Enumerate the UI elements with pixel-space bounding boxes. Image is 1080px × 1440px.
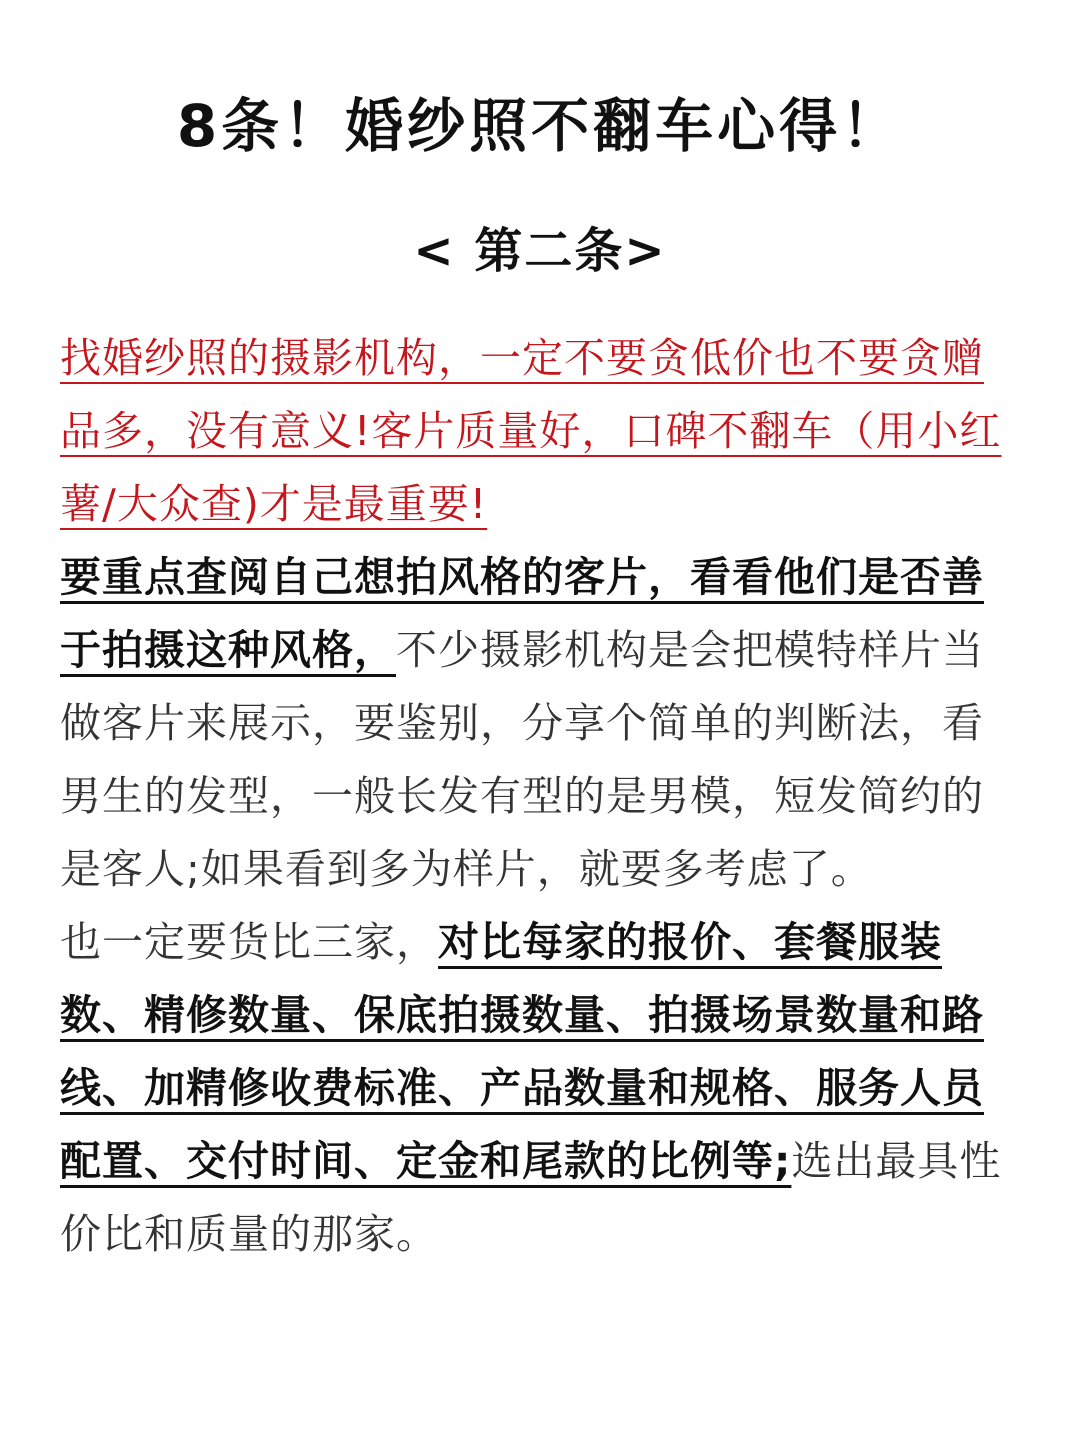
body-text-lead: 也一定要货比三家， bbox=[60, 918, 438, 966]
bold-underlined-list: 对比每家的报价、套餐服装数、精修数量、保底拍摄数量、拍摄场景数量和路线、加精修收费标准、产品数量和规格、服务人员配置、交付时间、定金和尾款的比例等; bbox=[60, 918, 984, 1185]
body-text-tail: 选出最具性价比和质量的那家。 bbox=[60, 1137, 1002, 1258]
section-subtitle: < 第二条> bbox=[413, 223, 667, 279]
paragraph-style-check bbox=[60, 541, 1020, 906]
article-content bbox=[60, 322, 1020, 1271]
page-title: 8条！婚纱照不翻车心得！ bbox=[176, 92, 904, 160]
paragraph-highlight bbox=[60, 322, 1020, 541]
body-text: 不少摄影机构是会把模特样片当做客片来展示，要鉴别，分享个简单的判断法，看男生的发型，一般长发有型的是男模，短发简约的是客人;如果看到多为样片，就要多考虑了。 bbox=[60, 626, 984, 893]
bold-underlined-text: 要重点查阅自己想拍风格的客片，看看他们是否善于拍摄这种风格， bbox=[60, 553, 984, 674]
paragraph-compare bbox=[60, 906, 1020, 1271]
red-underlined-text: 找婚纱照的摄影机构，一定不要贪低价也不要贪赠品多，没有意义!客片质量好，口碑不翻车（用小红薯/大众查)才是最重要! bbox=[60, 334, 1002, 528]
